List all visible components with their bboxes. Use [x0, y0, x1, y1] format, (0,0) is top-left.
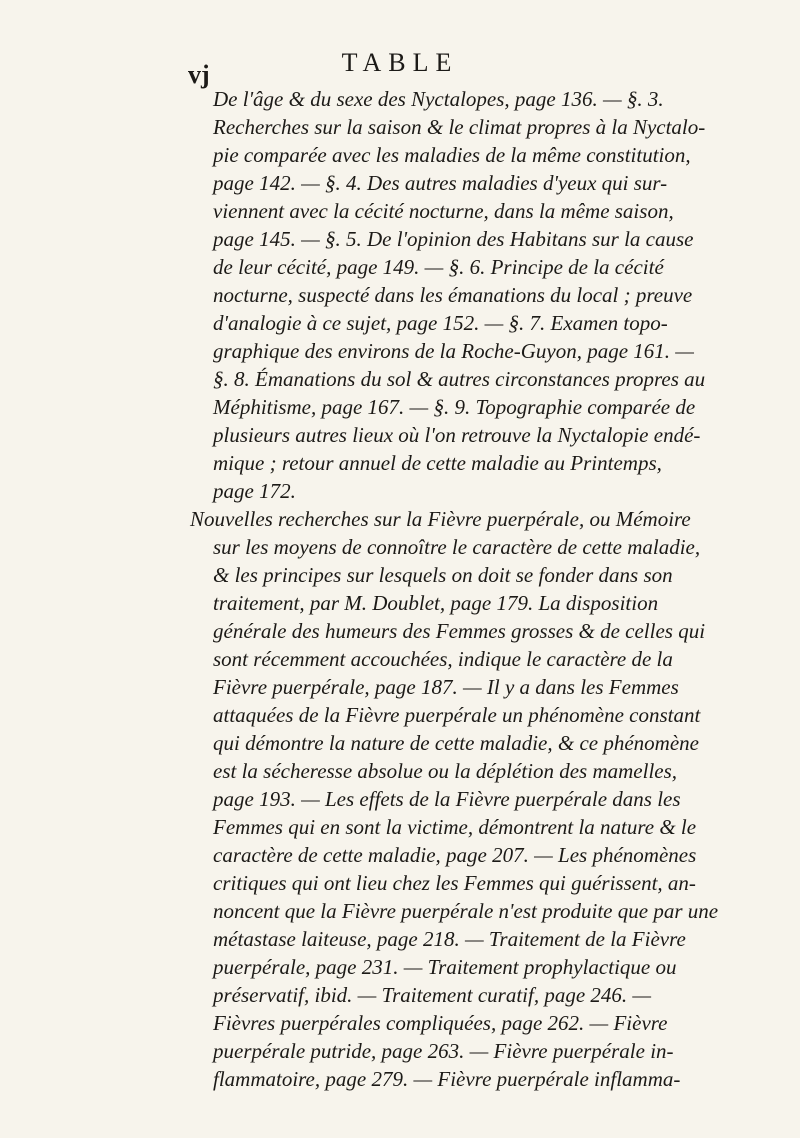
text-line: page 193. — Les effets de la Fièvre puerpérale dans les	[213, 787, 681, 811]
text-line: page 142. — §. 4. Des autres maladies d'yeux qui sur-	[213, 171, 668, 195]
text-line: Recherches sur la saison & le climat propres à la Nyctalo-	[213, 115, 706, 139]
text-line: §. 8. Émanations du sol & autres circonstances propres au	[213, 367, 706, 391]
text-line: page 145. — §. 5. De l'opinion des Habitans sur la cause	[213, 227, 694, 251]
text-line: d'analogie à ce sujet, page 152. — §. 7. Examen topo-	[213, 311, 668, 335]
text-line: puerpérale putride, page 263. — Fièvre puerpérale in-	[213, 1039, 674, 1063]
text-line: sont récemment accouchées, indique le caractère de la	[213, 647, 673, 671]
text-line: Nouvelles recherches sur la Fièvre puerpérale, ou Mémoire	[190, 507, 691, 531]
text-line: métastase laiteuse, page 218. — Traitement de la Fièvre	[213, 927, 686, 951]
text-line: Méphitisme, page 167. — §. 9. Topographie comparée de	[213, 395, 696, 419]
text-line: nocturne, suspecté dans les émanations du local ; preuve	[213, 283, 693, 307]
text-line: viennent avec la cécité nocturne, dans la même saison,	[213, 199, 674, 223]
page-folio: vj	[188, 60, 210, 89]
text-line: page 172.	[213, 479, 296, 503]
text-line: traitement, par M. Doublet, page 179. La disposition	[213, 591, 659, 615]
text-line: Femmes qui en sont la victime, démontrent la nature & le	[213, 815, 697, 839]
text-line: est la sécheresse absolue ou la déplétion des mamelles,	[213, 759, 678, 783]
text-line: attaquées de la Fièvre puerpérale un phénomène constant	[213, 703, 701, 727]
text-line: critiques qui ont lieu chez les Femmes qui guérissent, an-	[213, 871, 696, 895]
text-line: puerpérale, page 231. — Traitement prophylactique ou	[213, 955, 677, 979]
text-line: Fièvre puerpérale, page 187. — Il y a dans les Femmes	[213, 675, 679, 699]
text-line: mique ; retour annuel de cette maladie au Printemps,	[213, 451, 662, 475]
text-line: flammatoire, page 279. — Fièvre puerpérale inflamma-	[213, 1067, 681, 1091]
text-line: & les principes sur lesquels on doit se fonder dans son	[213, 563, 673, 587]
text-line: qui démontre la nature de cette maladie, & ce phénomène	[213, 731, 699, 755]
text-line: Fièvres puerpérales compliquées, page 262. — Fièvre	[213, 1011, 668, 1035]
text-line: générale des humeurs des Femmes grosses & de celles qui	[213, 619, 706, 643]
text-line: plusieurs autres lieux où l'on retrouve la Nyctalopie endé-	[213, 423, 701, 447]
text-line: caractère de cette maladie, page 207. — Les phénomènes	[213, 843, 697, 867]
text-line: noncent que la Fièvre puerpérale n'est produite que par une	[213, 899, 719, 923]
text-line: préservatif, ibid. — Traitement curatif, page 246. —	[213, 983, 652, 1007]
text-line: sur les moyens de connoître le caractère de cette maladie,	[213, 535, 701, 559]
running-head: TABLE	[341, 48, 459, 77]
text-line: graphique des environs de la Roche-Guyon, page 161. —	[213, 339, 694, 363]
text-line: De l'âge & du sexe des Nyctalopes, page 136. — §. 3.	[213, 87, 664, 111]
text-line: de leur cécité, page 149. — §. 6. Principe de la cécité	[213, 255, 664, 279]
text-line: pie comparée avec les maladies de la même constitution,	[213, 143, 691, 167]
